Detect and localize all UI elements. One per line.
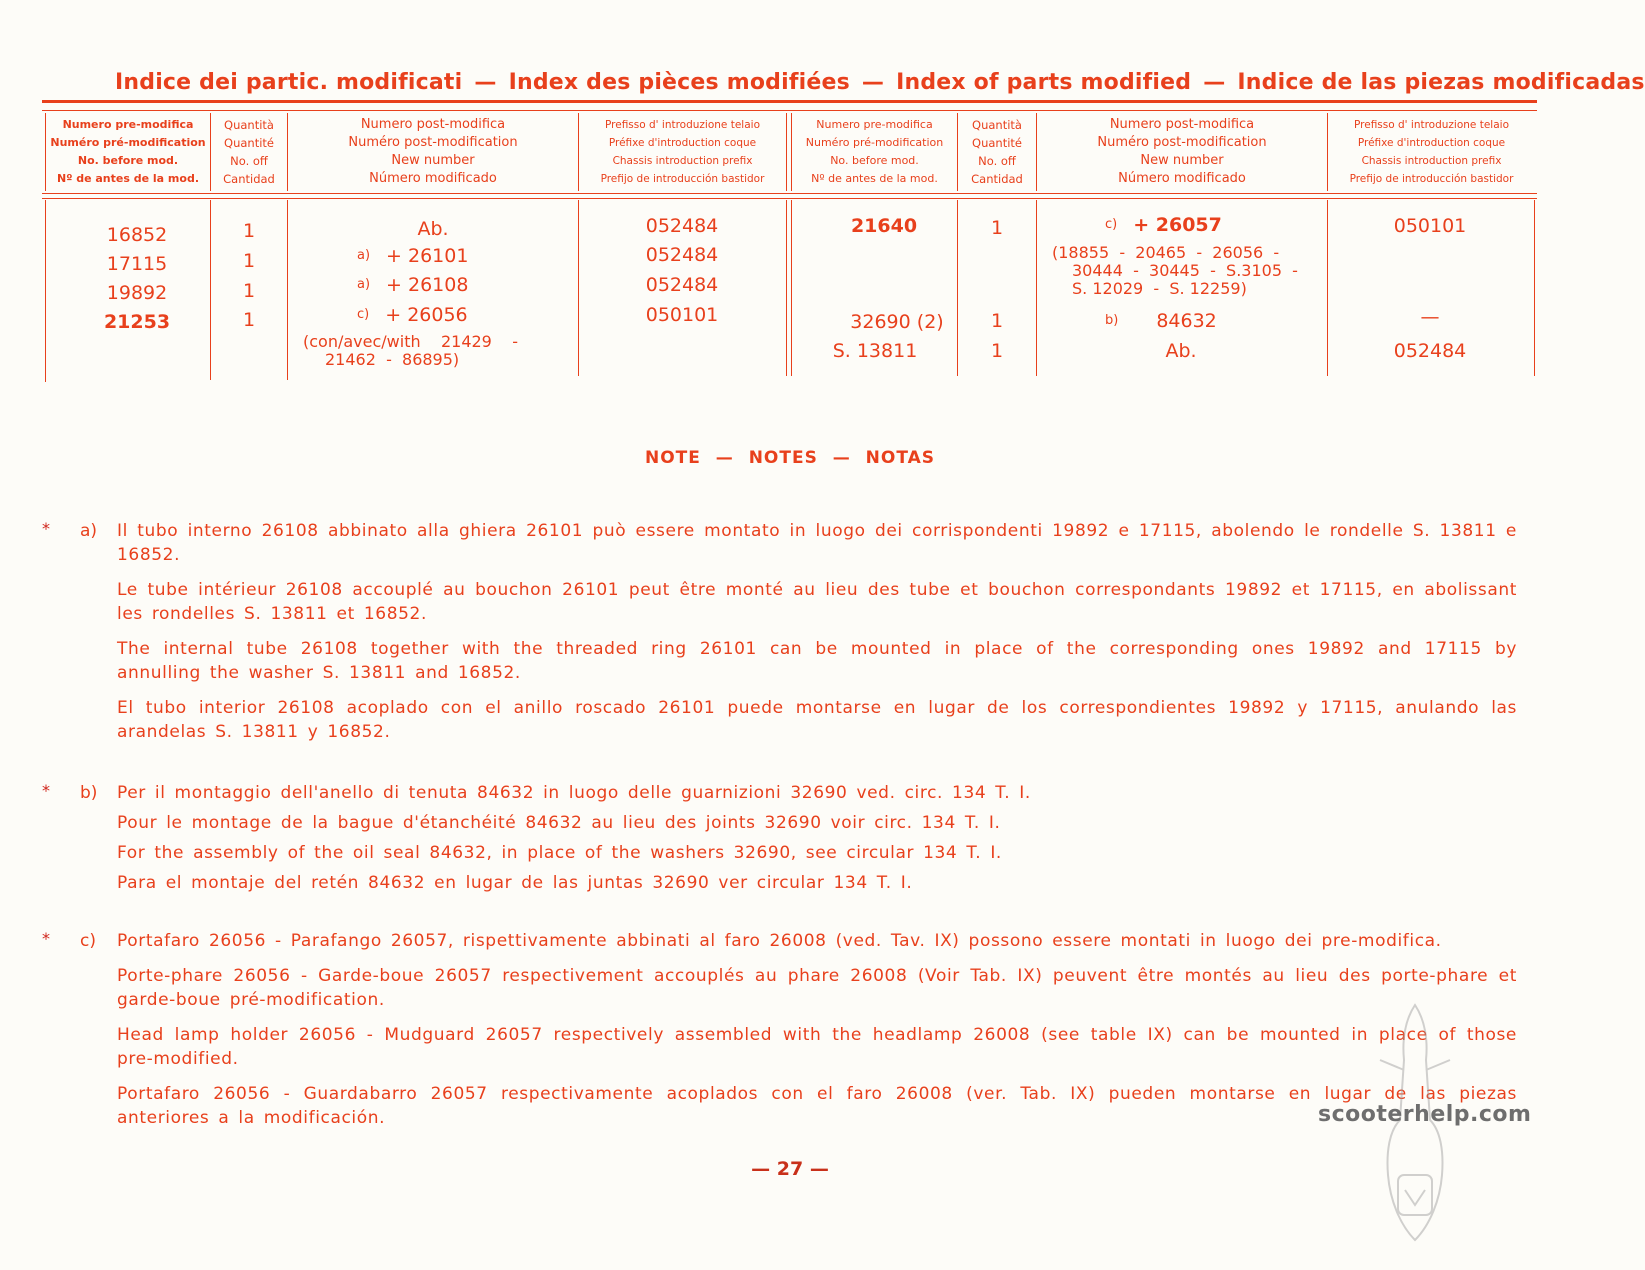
header-line: New number (1140, 153, 1224, 168)
row-quantity: 1 (242, 309, 256, 331)
column-divider (45, 200, 46, 382)
row-prefix: 052484 (1393, 340, 1467, 362)
header-qty-right (958, 113, 1036, 191)
post-number-value: 84632 (1156, 310, 1217, 332)
header-line: Número modificado (369, 171, 497, 186)
header-line: Quantità (224, 118, 274, 132)
title-fr: Index des pièces modifiées (508, 70, 850, 95)
header-prefix-left (579, 113, 786, 191)
header-line: Numéro post-modification (348, 135, 518, 150)
title-es: Indice de las piezas modificadas (1237, 70, 1645, 95)
header-line: Cantidad (223, 172, 275, 186)
table-header-top-rule (42, 110, 1537, 111)
page-title (115, 70, 1645, 95)
note-paragraph-fr: Pour le montage de la bague d'étanchéité 84632 au lieu des joints 32690 voir circ. 134 T. I. (117, 813, 1001, 833)
note-paragraph-it: Portafaro 26056 - Parafango 26057, rispettivamente abbinati al faro 26008 (ved. Tav. IX) possono essere montati in luogo dei pre-modifica. (117, 931, 1442, 951)
header-line: New number (391, 153, 475, 168)
header-line: Préfixe d'introduction coque (1357, 137, 1506, 149)
column-divider (1327, 200, 1328, 376)
header-post-right (1037, 113, 1327, 191)
header-line: Número modificado (1118, 171, 1246, 186)
note-a (42, 519, 1517, 744)
header-line: Numéro pré-modification (50, 136, 206, 149)
note-letter: a) (80, 521, 98, 541)
row-prefix: 050101 (1393, 215, 1467, 237)
note-paragraph-it: Il tubo interno 26108 abbinato alla ghiera 26101 può essere montato in luogo dei corrispondenti 19892 e 17115, abolendo le rondelle S. 13811 e 16852. (117, 521, 1517, 565)
row-post-number (1105, 214, 1222, 236)
post-number-value: + 26101 (386, 245, 469, 267)
note-bullet: * (42, 929, 50, 948)
column-divider (578, 200, 579, 376)
note-paragraph-fr: Porte-phare 26056 - Garde-boue 26057 respectivement accouplés au phare 26008 (Voir Tab. IX) peuvent être montés au lieu des porte-phare et garde-boue pré-modification. (117, 966, 1517, 1010)
header-line: Cantidad (971, 172, 1023, 186)
row-quantity: 1 (242, 250, 256, 272)
header-line: Prefijo de introducción bastidor (600, 173, 765, 185)
header-post-left (288, 113, 578, 191)
header-line: Chassis introduction prefix (612, 155, 753, 167)
header-line: Numéro pré-modification (805, 136, 944, 149)
title-separator: — (474, 70, 497, 95)
header-line: Nº de antes de la mod. (56, 172, 199, 185)
header-qty-left (211, 113, 287, 191)
row-prefix: 052484 (645, 274, 719, 296)
note-paragraph-es: Portafaro 26056 - Guardabarro 26057 respectivamente acoplados con el faro 26008 (ver. Tab. IX) pueden montarse en lugar de las piezas anteriores a la modificación. (117, 1084, 1517, 1128)
row-pre-number: 21640 (850, 215, 918, 237)
row-post-number (357, 304, 468, 326)
header-pre-left (47, 113, 209, 191)
note-paragraph-fr: Le tube intérieur 26108 accouplé au bouchon 26101 peut être monté au lieu des tube et bouchon correspondants 19892 et 17115, en abolissant les rondelles S. 13811 et 16852. (117, 580, 1517, 624)
row-post-number: Ab. (1165, 340, 1197, 362)
header-pre-right (792, 113, 957, 191)
note-paragraph-en: The internal tube 26108 together with the threaded ring 26101 can be mounted in place of the corresponding ones 19892 and 17115 by annulling the washer S. 13811 and 16852. (117, 639, 1517, 683)
header-line: Prefijo de introducción bastidor (1349, 173, 1514, 185)
column-divider (786, 113, 787, 191)
header-line: Numero post-modifica (1109, 117, 1255, 132)
header-line: Numéro post-modification (1097, 135, 1267, 150)
column-divider (786, 200, 787, 376)
row-prefix: 052484 (645, 215, 719, 237)
note-ref: c) (1105, 217, 1118, 232)
row-post-number: Ab. (417, 218, 449, 240)
title-separator: — (1203, 70, 1226, 95)
row-prefix: — (1420, 306, 1440, 328)
row-extra-line: S. 12029 - S. 12259) (1072, 279, 1247, 298)
row-extra-line: 21462 - 86895) (325, 350, 460, 369)
header-line: No. before mod. (830, 154, 919, 167)
header-line: Numero post-modifica (360, 117, 506, 132)
column-divider (957, 200, 958, 376)
title-en: Index of parts modified (896, 70, 1192, 95)
note-paragraph-it: Per il montaggio dell'anello di tenuta 84632 in luogo delle guarnizioni 32690 ved. circ. 134 T. I. (117, 783, 1031, 803)
note-paragraph-en: Head lamp holder 26056 - Mudguard 26057 respectively assembled with the headlamp 26008 (see table IX) can be mounted in place of those pre-modified. (117, 1025, 1517, 1069)
row-pre-number: 16852 (106, 224, 168, 246)
column-divider (791, 200, 792, 376)
header-line: Quantité (224, 136, 274, 150)
note-ref: c) (357, 307, 370, 322)
column-divider (1036, 200, 1037, 376)
row-post-number (357, 245, 468, 267)
title-separator: — (861, 70, 885, 95)
header-line: Prefisso d' introduzione telaio (605, 119, 760, 131)
header-line: No. before mod. (77, 154, 179, 167)
row-pre-number: S. 13811 (832, 340, 918, 362)
row-prefix: 050101 (645, 304, 719, 326)
header-line: Préfixe d'introduction coque (608, 137, 757, 149)
table-body-top-rule (42, 198, 1537, 199)
row-pre-number: 32690 (2) (850, 311, 944, 333)
note-letter: b) (80, 783, 98, 803)
title-it: Indice dei partic. modificati (115, 70, 463, 95)
note-c (42, 929, 1517, 1130)
row-extra-line: (con/avec/with 21429 - (303, 332, 518, 351)
post-number-value: + 26108 (386, 274, 469, 296)
column-divider (1534, 200, 1535, 376)
column-divider (45, 113, 46, 191)
header-line: No. off (230, 154, 268, 168)
note-b (42, 781, 1517, 895)
note-paragraph-en: For the assembly of the oil seal 84632, in place of the washers 32690, see circular 134 T. I. (117, 843, 1002, 863)
header-line: Chassis introduction prefix (1361, 155, 1502, 167)
note-bullet: * (42, 781, 50, 800)
row-quantity: 1 (990, 217, 1004, 239)
row-post-number (1105, 310, 1217, 332)
note-ref: a) (357, 277, 371, 292)
header-line: Numero pre-modifica (62, 118, 194, 131)
post-number-value: + 26056 (385, 304, 468, 326)
note-paragraph-es: Para el montaje del retén 84632 en lugar de las juntas 32690 ver circular 134 T. I. (117, 873, 913, 893)
header-line: Nº de antes de la mod. (811, 172, 938, 185)
header-line: No. off (978, 154, 1016, 168)
row-pre-number: 21253 (103, 311, 171, 333)
header-line: Numero pre-modifica (816, 118, 933, 131)
row-pre-number: 19892 (106, 282, 168, 304)
table-header-bottom-rule (42, 193, 1537, 194)
row-prefix: 052484 (645, 244, 719, 266)
row-extra-line: (18855 - 20465 - 26056 - (1052, 243, 1280, 262)
row-quantity: 1 (990, 340, 1004, 362)
column-divider (210, 200, 211, 380)
post-number-value: + 26057 (1133, 214, 1222, 236)
row-pre-number: 17115 (106, 253, 168, 275)
row-quantity: 1 (242, 220, 256, 242)
watermark-text: scooterhelp.com (1318, 1102, 1532, 1127)
note-ref: b) (1105, 313, 1119, 328)
row-post-number (357, 274, 468, 296)
note-bullet: * (42, 519, 50, 538)
notes-heading: NOTE — NOTES — NOTAS (644, 448, 936, 468)
table-top-rule (42, 100, 1537, 103)
note-ref: a) (357, 248, 371, 263)
note-letter: c) (80, 931, 96, 951)
header-prefix-right (1328, 113, 1535, 191)
note-paragraph-es: El tubo interior 26108 acoplado con el anillo roscado 26101 puede montarse en lugar de los correspondientes 19892 y 17115, anulando las arandelas S. 13811 y 16852. (117, 698, 1517, 742)
header-line: Prefisso d' introduzione telaio (1354, 119, 1509, 131)
column-divider (287, 200, 288, 380)
page-number: — 27 — (751, 1158, 829, 1180)
row-quantity: 1 (242, 280, 256, 302)
header-line: Quantità (972, 118, 1022, 132)
header-line: Quantité (972, 136, 1022, 150)
row-quantity: 1 (990, 310, 1004, 332)
row-extra-line: 30444 - 30445 - S.3105 - (1072, 261, 1298, 280)
